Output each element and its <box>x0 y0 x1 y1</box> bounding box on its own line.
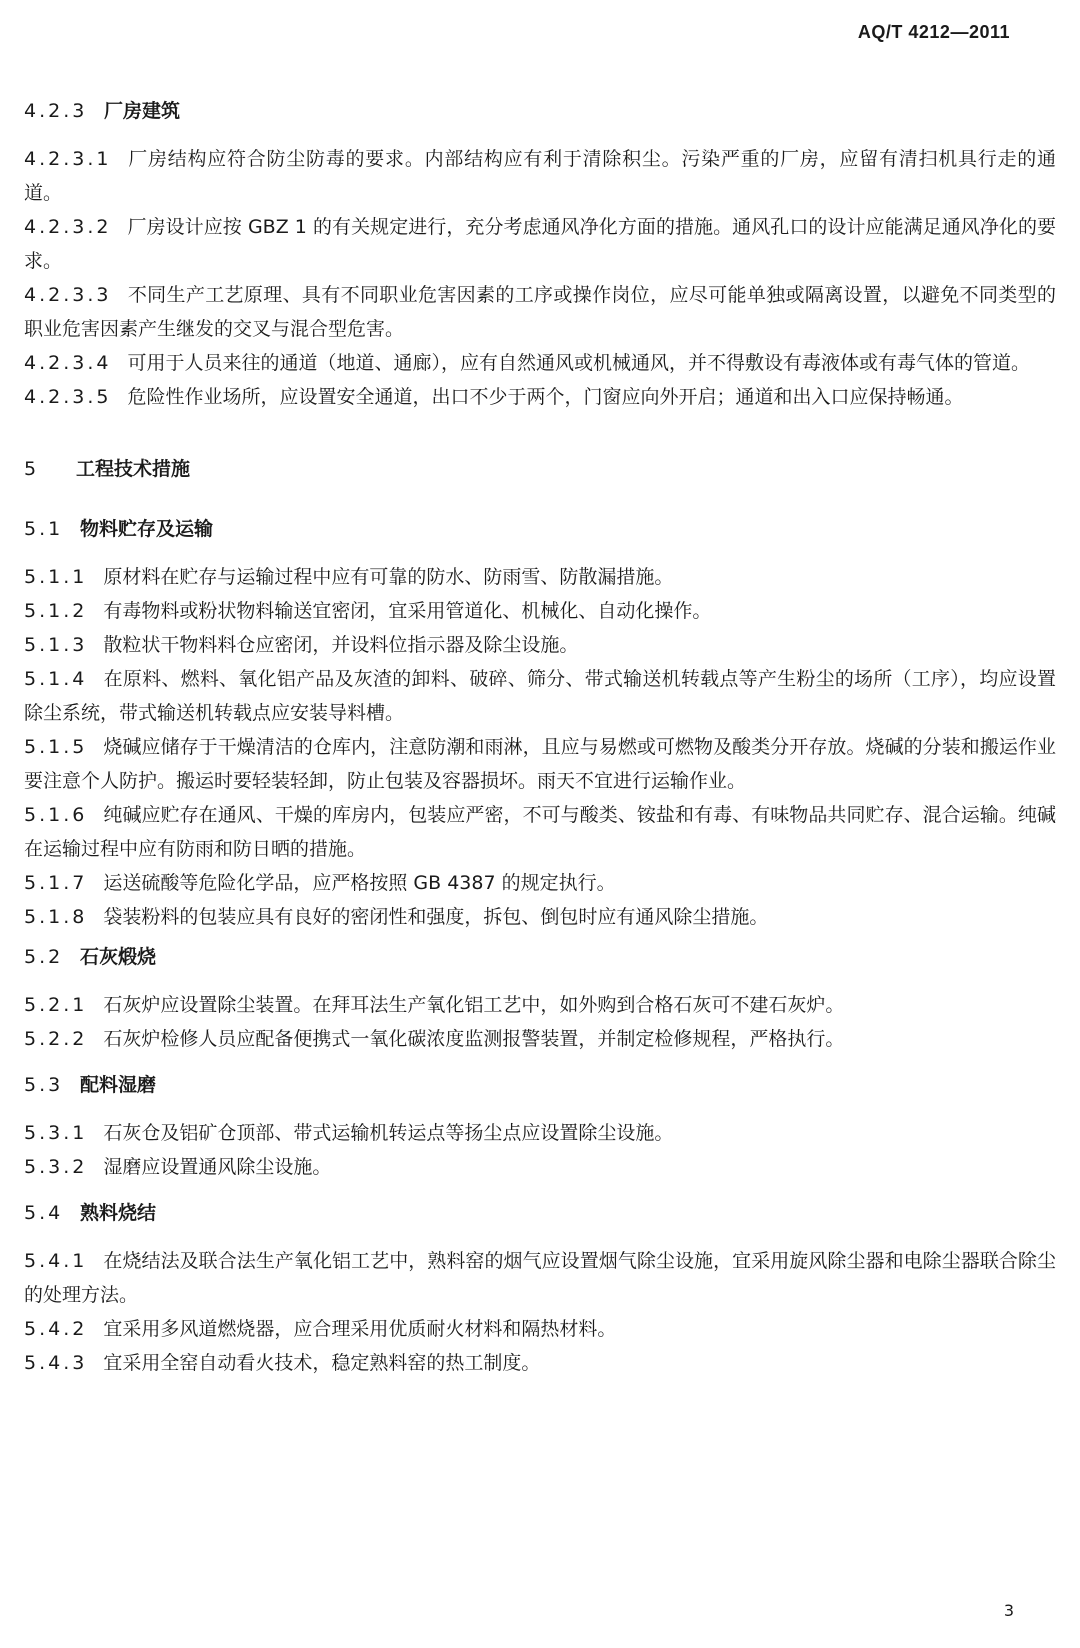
section-title: 熟料烧结 <box>80 1202 157 1224</box>
clause-text: 散粒状干物料料仓应密闭，并设料位指示器及除尘设施。 <box>103 634 579 656</box>
section-heading-4-2-3 <box>24 96 1056 126</box>
clause-number: 5.2.1 <box>24 994 88 1016</box>
clause-number: 4.2.3.2 <box>24 216 112 238</box>
clause <box>24 278 1056 346</box>
section-number: 5.2 <box>24 946 64 968</box>
clause <box>24 866 1056 900</box>
clause-text: 纯碱应贮存在通风、干燥的库房内，包装应严密，不可与酸类、铵盐和有毒、有味物品共同贮存、混合运输。纯碱在运输过程中应有防雨和防日晒的措施。 <box>24 804 1056 860</box>
clause-text: 石灰炉应设置除尘装置。在拜耳法生产氧化铝工艺中，如外购到合格石灰可不建石灰炉。 <box>103 994 845 1016</box>
document-code: AQ/T 4212—2011 <box>857 22 1010 42</box>
clause-number: 4.2.3.3 <box>24 284 112 306</box>
clause-number: 5.1.1 <box>24 566 88 588</box>
section-heading-5-2 <box>24 942 1056 972</box>
clause <box>24 560 1056 594</box>
clause-text: 宜采用多风道燃烧器，应合理采用优质耐火材料和隔热材料。 <box>103 1318 617 1340</box>
section-title: 物料贮存及运输 <box>80 518 214 540</box>
clause-number: 5.4.2 <box>24 1318 88 1340</box>
section-heading-5-4 <box>24 1198 1056 1228</box>
clause <box>24 142 1056 210</box>
section-heading-5-1 <box>24 514 1056 544</box>
clause-text: 不同生产工艺原理、具有不同职业危害因素的工序或操作岗位，应尽可能单独或隔离设置，以避免不同类型的职业危害因素产生继发的交叉与混合型危害。 <box>24 284 1056 340</box>
clause-number: 5.1.3 <box>24 634 88 656</box>
document-body <box>24 96 1056 1380</box>
section-number: 5.3 <box>24 1074 64 1096</box>
clause <box>24 988 1056 1022</box>
clause-number: 5.1.6 <box>24 804 88 826</box>
clause-text: 在原料、燃料、氧化铝产品及灰渣的卸料、破碎、筛分、带式输送机转载点等产生粉尘的场所（工序），均应设置除尘系统，带式输送机转载点应安装导料槽。 <box>24 668 1056 724</box>
clause-text: 厂房结构应符合防尘防毒的要求。内部结构应有利于清除积尘。污染严重的厂房，应留有清扫机具行走的通道。 <box>24 148 1056 204</box>
clause <box>24 1244 1056 1312</box>
page-number: 3 <box>1003 1601 1014 1620</box>
clause-number: 5.3.2 <box>24 1156 88 1178</box>
clause-number: 5.2.2 <box>24 1028 88 1050</box>
clause-text: 可用于人员来往的通道（地道、通廊），应有自然通风或机械通风，并不得敷设有毒液体或有毒气体的管道。 <box>127 352 1030 374</box>
clause-number: 5.1.4 <box>24 668 88 690</box>
clause-number: 5.4.1 <box>24 1250 88 1272</box>
section-title: 石灰煅烧 <box>80 946 157 968</box>
clause <box>24 1312 1056 1346</box>
clause-text: 湿磨应设置通风除尘设施。 <box>103 1156 332 1178</box>
clause-text: 在烧结法及联合法生产氧化铝工艺中，熟料窑的烟气应设置烟气除尘设施，宜采用旋风除尘器和电除尘器联合除尘的处理方法。 <box>24 1250 1056 1306</box>
clause <box>24 380 1056 414</box>
clause-number: 5.1.7 <box>24 872 88 894</box>
clause-number: 5.1.2 <box>24 600 88 622</box>
clause-number: 5.4.3 <box>24 1352 88 1374</box>
clause <box>24 210 1056 278</box>
section-heading-5 <box>24 454 1056 484</box>
clause-text: 原材料在贮存与运输过程中应有可靠的防水、防雨雪、防散漏措施。 <box>103 566 674 588</box>
clause <box>24 346 1056 380</box>
section-number: 5 <box>24 458 40 480</box>
section-title: 配料湿磨 <box>80 1074 157 1096</box>
clause-text: 石灰仓及铝矿仓顶部、带式运输机转运点等扬尘点应设置除尘设施。 <box>103 1122 674 1144</box>
section-title: 厂房建筑 <box>104 100 181 122</box>
clause-text: 厂房设计应按 GBZ 1 的有关规定进行，充分考虑通风净化方面的措施。通风孔口的设计应能满足通风净化的要求。 <box>24 216 1056 272</box>
clause <box>24 628 1056 662</box>
clause-number: 5.1.8 <box>24 906 88 928</box>
clause-text: 宜采用全窑自动看火技术，稳定熟料窑的热工制度。 <box>103 1352 541 1374</box>
clause-text: 烧碱应储存于干燥清洁的仓库内，注意防潮和雨淋，且应与易燃或可燃物及酸类分开存放。烧碱的分装和搬运作业要注意个人防护。搬运时要轻装轻卸，防止包装及容器损坏。雨天不宜进行运输作业。 <box>24 736 1056 792</box>
section-title: 工程技术措施 <box>76 458 191 480</box>
clause-number: 4.2.3.4 <box>24 352 112 374</box>
clause <box>24 1116 1056 1150</box>
clause-number: 4.2.3.5 <box>24 386 112 408</box>
clause-number: 5.3.1 <box>24 1122 88 1144</box>
clause-number: 4.2.3.1 <box>24 148 112 170</box>
clause-text: 有毒物料或粉状物料输送宜密闭，宜采用管道化、机械化、自动化操作。 <box>103 600 712 622</box>
clause <box>24 1022 1056 1056</box>
section-number: 5.1 <box>24 518 64 540</box>
clause <box>24 730 1056 798</box>
clause <box>24 662 1056 730</box>
clause-text: 袋装粉料的包装应具有良好的密闭性和强度，拆包、倒包时应有通风除尘措施。 <box>103 906 769 928</box>
clause-number: 5.1.5 <box>24 736 88 758</box>
clause <box>24 900 1056 934</box>
clause <box>24 798 1056 866</box>
clause <box>24 594 1056 628</box>
section-number: 4.2.3 <box>24 100 88 122</box>
section-number: 5.4 <box>24 1202 64 1224</box>
clause <box>24 1150 1056 1184</box>
clause-text: 危险性作业场所，应设置安全通道，出口不少于两个，门窗应向外开启；通道和出入口应保持畅通。 <box>127 386 964 408</box>
clause-text: 运送硫酸等危险化学品，应严格按照 GB 4387 的规定执行。 <box>103 872 616 894</box>
clause-text: 石灰炉检修人员应配备便携式一氧化碳浓度监测报警装置，并制定检修规程，严格执行。 <box>103 1028 845 1050</box>
clause <box>24 1346 1056 1380</box>
section-heading-5-3 <box>24 1070 1056 1100</box>
